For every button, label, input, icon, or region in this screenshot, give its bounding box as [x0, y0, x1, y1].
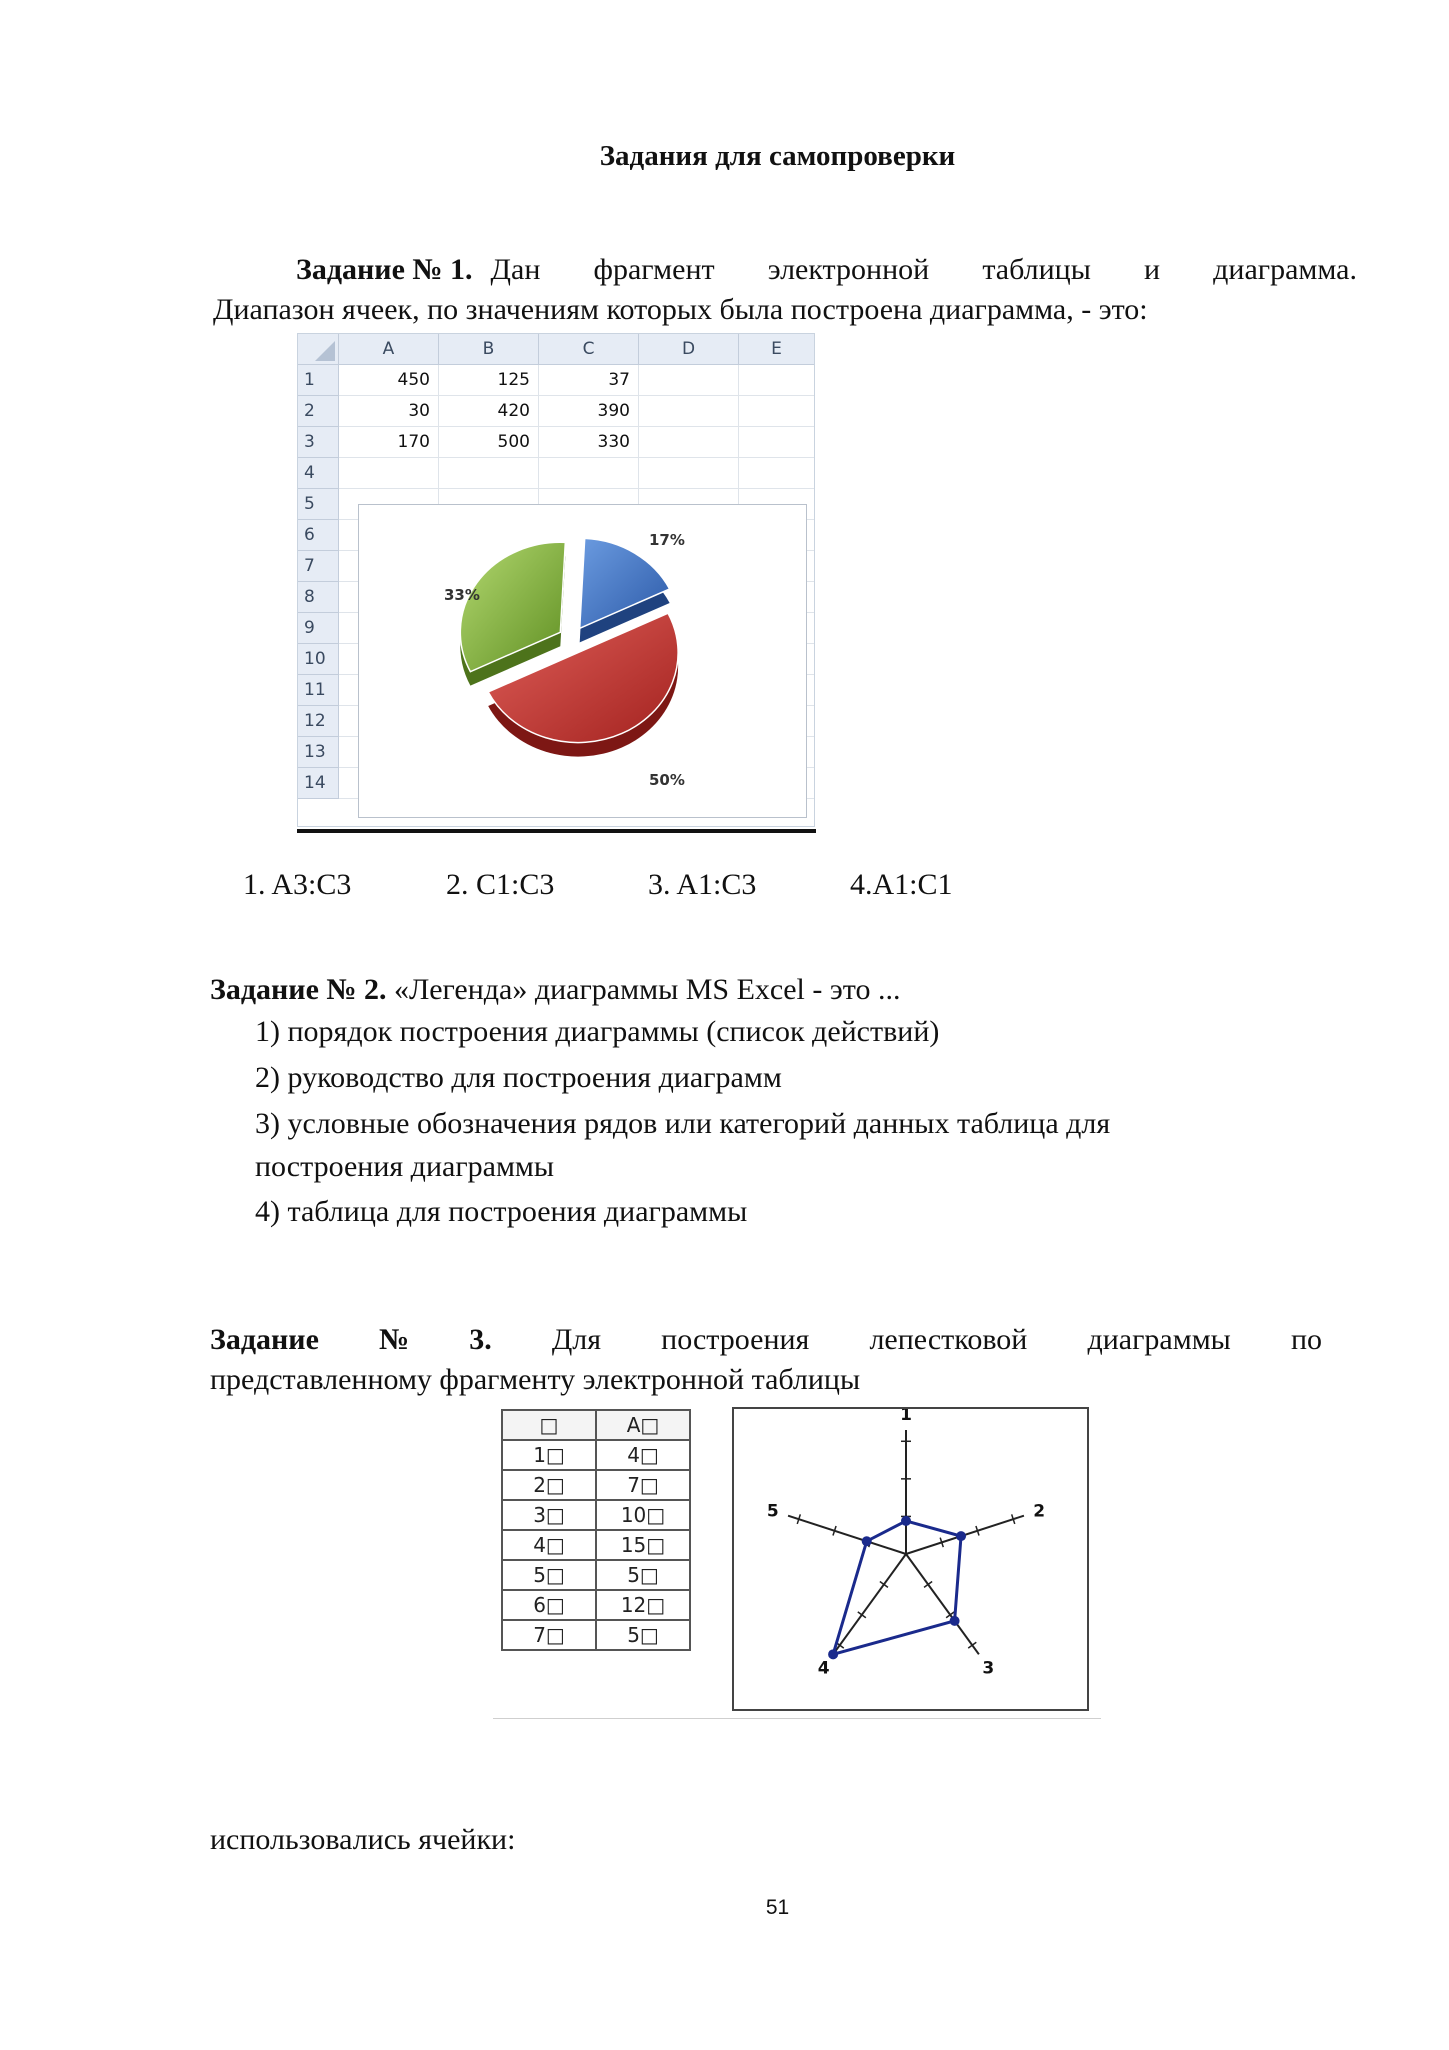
- row-header: 6: [298, 520, 339, 551]
- page-title: Задания для самопроверки: [599, 140, 956, 172]
- row-header: 7: [298, 551, 339, 582]
- radar-point: [862, 1536, 872, 1546]
- task2-text: «Легенда» диаграммы MS Excel - это ...: [394, 973, 901, 1006]
- table-row: [502, 1620, 690, 1650]
- table-cell: 4□: [502, 1530, 596, 1560]
- task1-text-line1: Дан фрагмент электронной таблицы и диаграмма.: [490, 253, 1357, 286]
- task1-line1: [213, 250, 1357, 290]
- pie-chart: [359, 505, 806, 817]
- table-row: [502, 1470, 690, 1500]
- sheet-cell: [339, 458, 439, 489]
- sheet-cell: 500: [439, 427, 539, 458]
- sheet-cell: 390: [539, 396, 639, 427]
- task3-paragraph: [210, 1320, 1322, 1400]
- task3-label-word-3: 3.: [469, 1323, 492, 1356]
- task2-heading: [210, 970, 900, 1010]
- answer-option-1: 1. A3:C3: [243, 868, 352, 901]
- sheet-cell: 125: [439, 365, 539, 396]
- sheet-cell: [639, 427, 739, 458]
- task3-text-line2: представленному фрагменту электронной таблицы: [210, 1363, 861, 1396]
- radar-tick: [858, 1612, 866, 1618]
- radar-axis: [906, 1554, 979, 1654]
- task3-word-2: построения: [661, 1323, 810, 1356]
- task3-word-1: Для: [551, 1323, 602, 1356]
- task1-label: Задание № 1.: [296, 253, 473, 286]
- pie-slice: [460, 542, 565, 671]
- radar-chart: [734, 1409, 1087, 1709]
- row-header: 8: [298, 582, 339, 613]
- row-header: 5: [298, 489, 339, 520]
- radar-axis: [788, 1516, 906, 1554]
- row-header: 3: [298, 427, 339, 458]
- column-header: C: [539, 334, 639, 365]
- sheet-cell: 30: [339, 396, 439, 427]
- sheet-cell: [739, 427, 815, 458]
- task3-word-4: диаграммы: [1087, 1323, 1231, 1356]
- sheet-cell: [639, 396, 739, 427]
- row-header: 10: [298, 644, 339, 675]
- radar-tick: [968, 1642, 976, 1648]
- task2-option-3-continued: построения диаграммы: [255, 1150, 555, 1183]
- task3-line1: [210, 1320, 1322, 1360]
- table-cell: 7□: [502, 1620, 596, 1650]
- table-row: [502, 1530, 690, 1560]
- figure-bottom-rule: [493, 1718, 1101, 1719]
- table-cell: 5□: [596, 1560, 690, 1590]
- radar-axis-label: 1: [900, 1409, 912, 1425]
- column-header: D: [639, 334, 739, 365]
- table-cell: 4□: [596, 1440, 690, 1470]
- radar-axis-label: 5: [766, 1501, 779, 1522]
- task3-table: [501, 1409, 691, 1651]
- sheet-cell: [739, 396, 815, 427]
- task2-option-1: 1) порядок построения диаграммы (список действий): [255, 1015, 940, 1048]
- row-header: 4: [298, 458, 339, 489]
- row-header: 11: [298, 675, 339, 706]
- pie-chart-frame: [358, 504, 807, 818]
- table-cell: 5□: [502, 1560, 596, 1590]
- select-all-corner: [298, 334, 339, 365]
- task1-text-line2: Диапазон ячеек, по значениям которых была построена диаграмма, - это:: [213, 293, 1148, 326]
- table-cell: 7□: [596, 1470, 690, 1500]
- radar-axis: [833, 1554, 906, 1654]
- task3-word-5: по: [1290, 1323, 1322, 1356]
- row-header: 14: [298, 768, 339, 799]
- sheet-cell: 330: [539, 427, 639, 458]
- row-header: 1: [298, 365, 339, 396]
- task2-option-3: 3) условные обозначения рядов или категорий данных таблица для: [255, 1107, 1111, 1140]
- task2-label: Задание № 2.: [210, 973, 387, 1006]
- task3-after-text: использовались ячейки:: [210, 1823, 516, 1856]
- task3-label-word-2: №: [379, 1323, 410, 1356]
- table-header-row: [502, 1410, 690, 1440]
- column-header: E: [739, 334, 815, 365]
- radar-point: [901, 1516, 911, 1526]
- spreadsheet-fragment: [297, 333, 815, 827]
- page-number: 51: [765, 1896, 790, 1919]
- table-header-cell: A□: [596, 1410, 690, 1440]
- table-row: [502, 1500, 690, 1530]
- radar-point: [950, 1616, 960, 1626]
- pie-data-label: 33%: [444, 586, 480, 604]
- table-cell: 5□: [596, 1620, 690, 1650]
- radar-tick: [880, 1581, 888, 1587]
- answer-option-2: 2. C1:C3: [446, 868, 555, 901]
- sheet-cell: [539, 458, 639, 489]
- sheet-cell: 37: [539, 365, 639, 396]
- radar-point: [956, 1531, 966, 1541]
- table-cell: 1□: [502, 1440, 596, 1470]
- answer-option-3: 3. A1:C3: [648, 868, 757, 901]
- row-header: 9: [298, 613, 339, 644]
- task2-option-4: 4) таблица для построения диаграммы: [255, 1195, 748, 1228]
- table-cell: 2□: [502, 1470, 596, 1500]
- column-header: A: [339, 334, 439, 365]
- row-header: 13: [298, 737, 339, 768]
- radar-axis-label: 3: [982, 1658, 995, 1679]
- row-header: 2: [298, 396, 339, 427]
- table-cell: 3□: [502, 1500, 596, 1530]
- radar-chart-frame: [732, 1407, 1089, 1711]
- radar-axis-label: 4: [817, 1658, 830, 1679]
- task3-figure: [493, 1401, 1101, 1711]
- table-row: [502, 1560, 690, 1590]
- table-cell: 15□: [596, 1530, 690, 1560]
- divider-line: [297, 829, 816, 833]
- task2-option-2: 2) руководство для построения диаграмм: [255, 1061, 782, 1094]
- radar-point: [828, 1649, 838, 1659]
- table-cell: 6□: [502, 1590, 596, 1620]
- task3-word-3: лепестковой: [869, 1323, 1028, 1356]
- table-row: [502, 1440, 690, 1470]
- row-header: 12: [298, 706, 339, 737]
- table-cell: 10□: [596, 1500, 690, 1530]
- sheet-cell: 420: [439, 396, 539, 427]
- pie-data-label: 50%: [649, 771, 685, 789]
- table-header-cell: □: [502, 1410, 596, 1440]
- table-row: [502, 1590, 690, 1620]
- radar-tick: [924, 1581, 932, 1587]
- table-cell: 12□: [596, 1590, 690, 1620]
- sheet-cell: [639, 458, 739, 489]
- sheet-cell: [439, 458, 539, 489]
- sheet-cell: 170: [339, 427, 439, 458]
- sheet-cell: [739, 365, 815, 396]
- answer-option-4: 4.A1:C1: [850, 868, 953, 901]
- radar-axis-label: 2: [1033, 1501, 1046, 1522]
- sheet-cell: [639, 365, 739, 396]
- select-all-icon: [315, 341, 335, 361]
- task1-paragraph: [213, 250, 1357, 330]
- sheet-cell: [739, 458, 815, 489]
- sheet-cell: 450: [339, 365, 439, 396]
- column-header: B: [439, 334, 539, 365]
- pie-data-label: 17%: [649, 531, 685, 549]
- task3-label-word-1: Задание: [210, 1323, 319, 1356]
